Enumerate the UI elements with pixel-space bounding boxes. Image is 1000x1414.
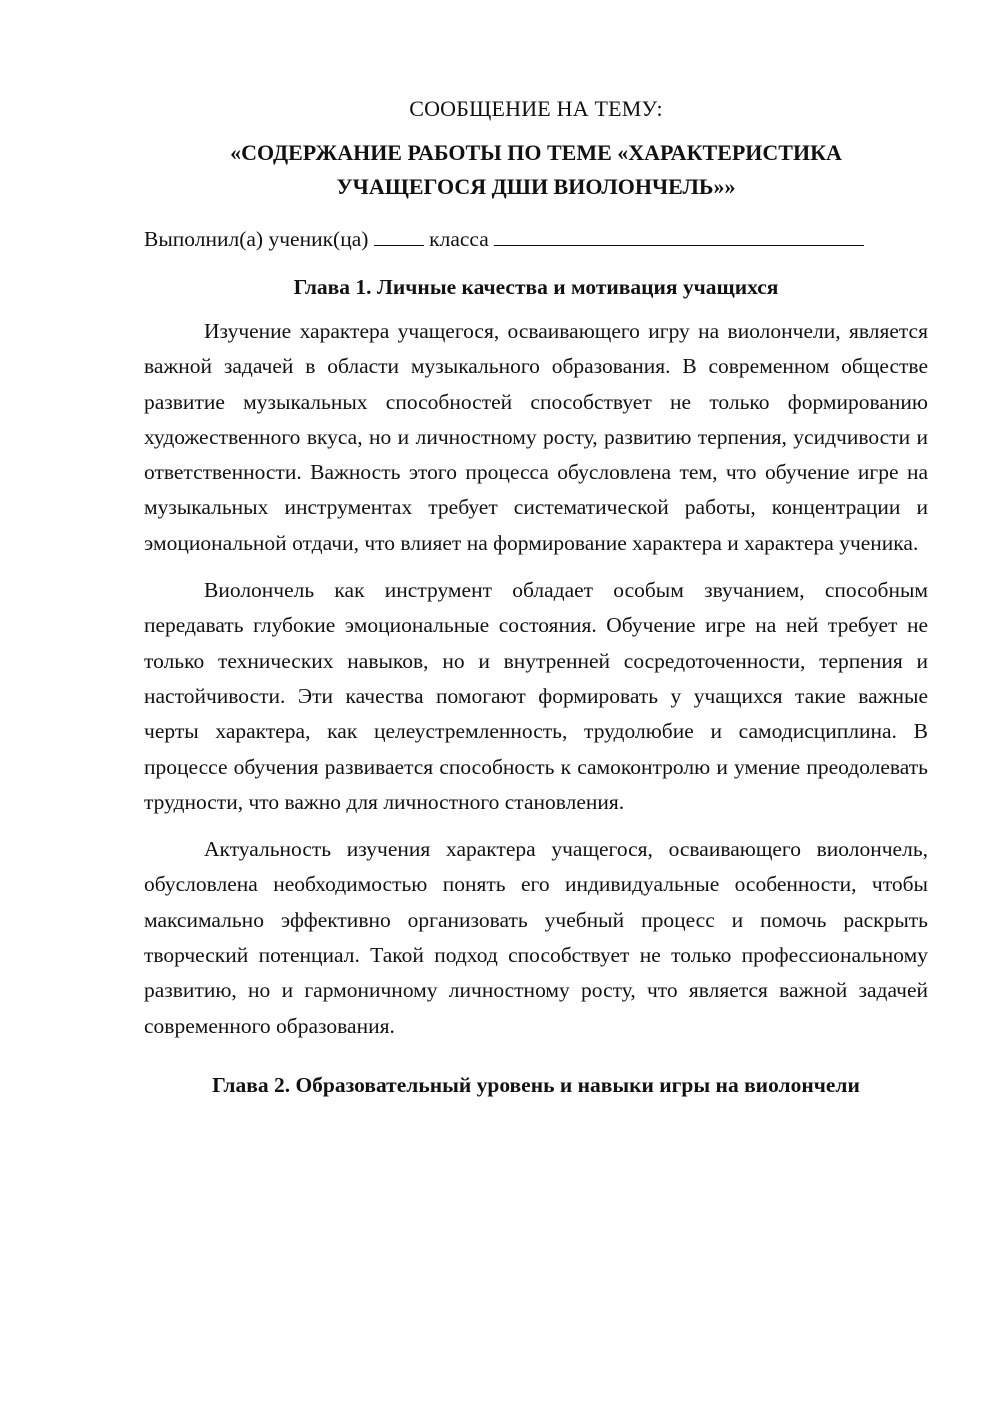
- paragraph-1: Изучение характера учащегося, осваивающего игру на виолончели, является важной задачей в области музыкального образования. В современном обществе развитие музыкальных способностей способствует не только формированию художественного вкуса, но и личностному росту, развитию терпения, усидчивости и ответственности. Важность этого процесса обусловлена тем, что обучение игре на музыкальных инструментах требует систематической работы, концентрации и эмоциональной отдачи, что влияет на формирование характера и характера ученика.: [144, 319, 928, 555]
- paragraph-3: Актуальность изучения характера учащегося, осваивающего виолончель, обусловлена необходимостью понять его индивидуальные особенности, чтобы максимально эффективно организовать учебный процесс и помочь раскрыть творческий потенциал. Такой подход способствует не только профессиональному развитию, но и гармоничному личностному росту, что является важной задачей современного образования.: [144, 837, 928, 1038]
- author-label: Выполнил(а) ученик(ца): [144, 227, 369, 251]
- student-name-blank: [494, 223, 864, 246]
- chapter-1-title: Глава 1. Личные качества и мотивация учащихся: [293, 275, 779, 299]
- chapter-2-title: Глава 2. Образовательный уровень и навыки игры на виолончели: [212, 1072, 860, 1097]
- document-title-line-2: УЧАЩЕГОСЯ ДШИ ВИОЛОНЧЕЛЬ»»: [336, 174, 736, 199]
- paragraph-2: Виолончель как инструмент обладает особым звучанием, способным передавать глубокие эмоциональные состояния. Обучение игре на ней требует не только технических навыков, но и внутренней сосредоточенности, терпения и настойчивости. Эти качества помогают формировать у учащихся такие важные черты характера, как целеустремленность, трудолюбие и самодисциплина. В процессе обучения развивается способность к самоконтролю и умение преодолевать трудности, что важно для личностного становления.: [144, 578, 928, 814]
- author-line: [144, 222, 928, 256]
- document-page: [144, 92, 928, 1112]
- class-label: класса: [429, 227, 489, 251]
- document-title-line-1: «СОДЕРЖАНИЕ РАБОТЫ ПО ТЕМЕ «ХАРАКТЕРИСТИКА: [230, 140, 842, 165]
- class-number-blank: [374, 223, 424, 246]
- document-heading: СООБЩЕНИЕ НА ТЕМУ:: [409, 96, 663, 121]
- document-title: [144, 136, 928, 204]
